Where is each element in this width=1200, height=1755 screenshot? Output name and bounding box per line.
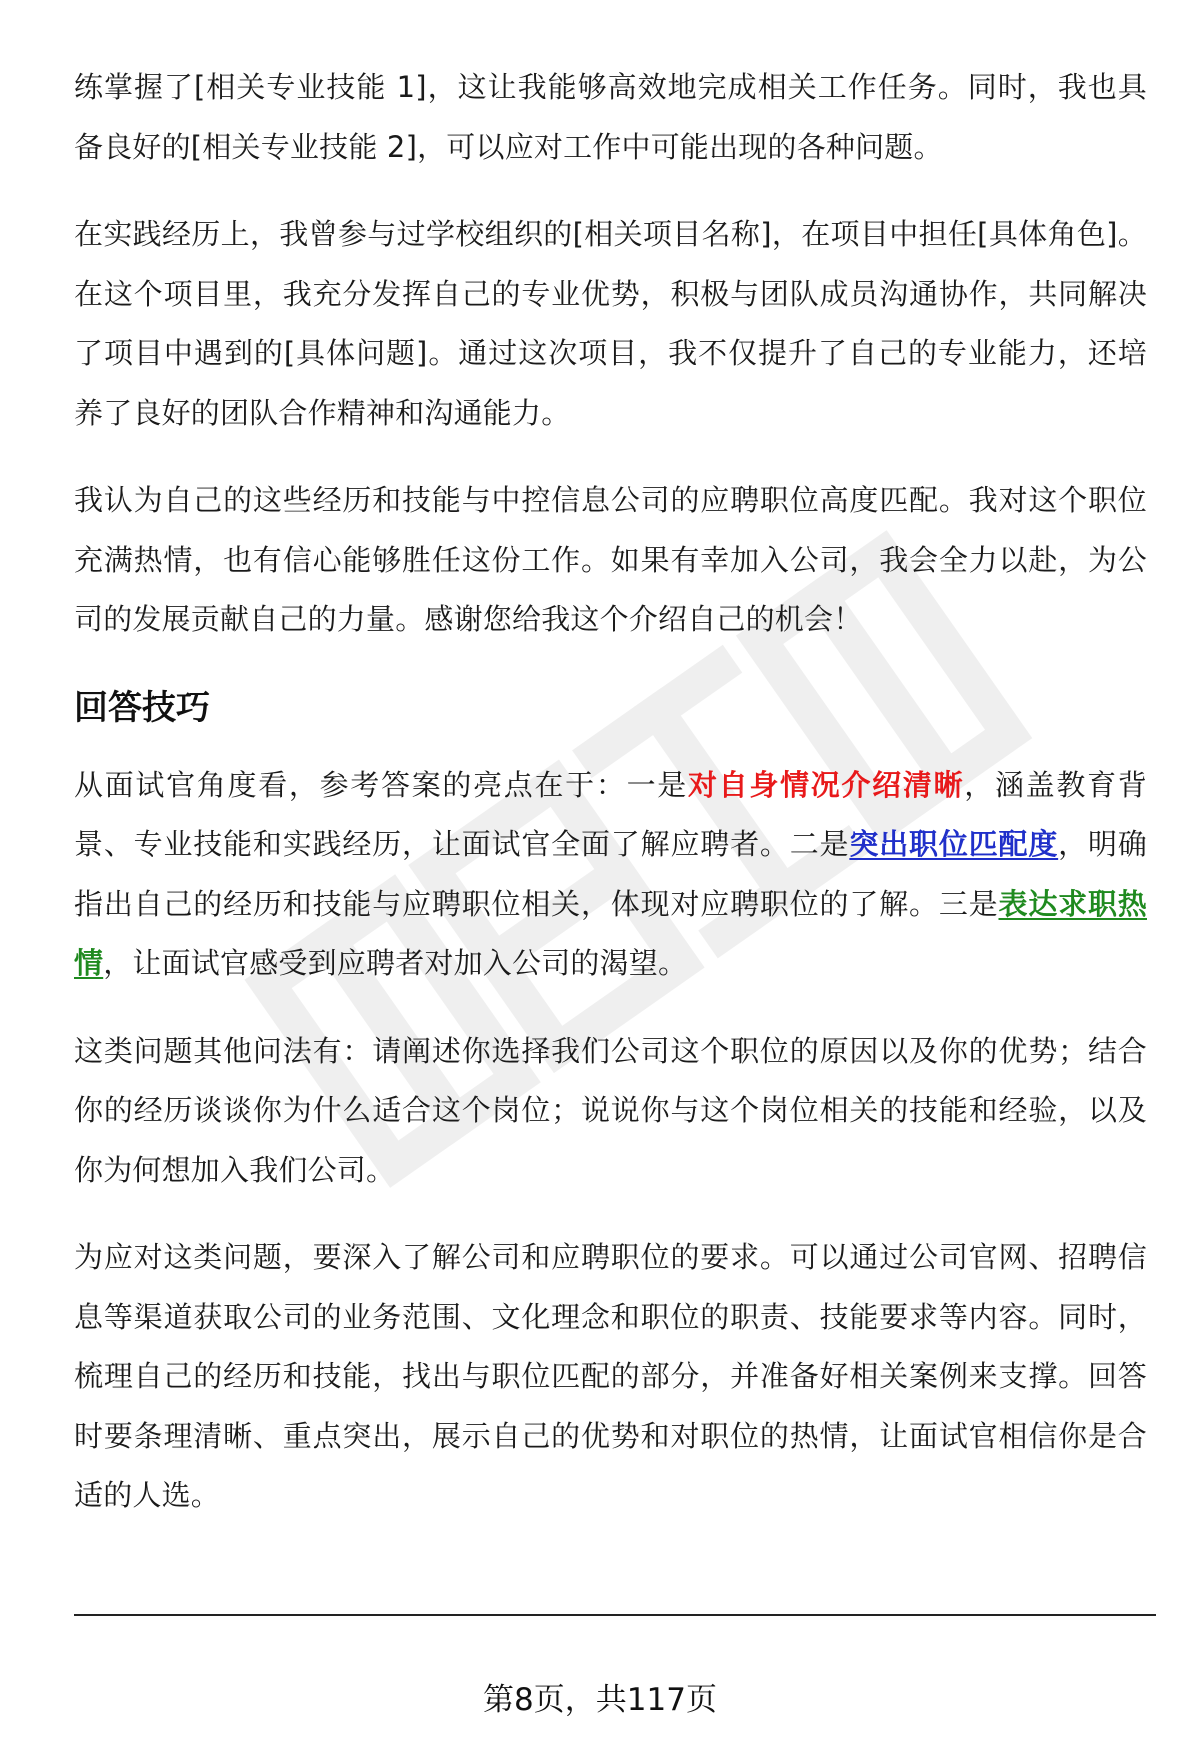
highlight-red: 对自身情况介绍清晰 <box>687 767 965 802</box>
tips-text-2: ，涵盖教育背景、专业技能和实践经历，让面试官全面了解应聘者。二是 <box>74 767 1147 861</box>
document-body <box>74 58 1147 1554</box>
page-number: 第8页，共117页 <box>483 1682 717 1718</box>
paragraph-practice: 在实践经历上，我曾参与过学校组织的[相关项目名称]，在项目中担任[具体角色]。在这个项目里，我充分发挥自己的专业优势，积极与团队成员沟通协作，共同解决了项目中遇到的[具体问题]。通过这次项目，我不仅提升了自己的专业能力，还培养了良好的团队合作精神和沟通能力。 <box>74 217 1147 430</box>
paragraph-match: 我认为自己的这些经历和技能与中控信息公司的应聘职位高度匹配。我对这个职位充满热情，也有信心能够胜任这份工作。如果有幸加入公司，我会全力以赴，为公司的发展贡献自己的力量。感谢您给我这个介绍自己的机会！ <box>74 483 1147 636</box>
paragraph-skills: 练掌握了[相关专业技能 1]，这让我能够高效地完成相关工作任务。同时，我也具备良好的[相关专业技能 2]，可以应对工作中可能出现的各种问题。 <box>74 70 1147 164</box>
highlight-green: 表达求职热情 <box>74 886 1147 980</box>
tips-text-1: 从面试官角度看，参考答案的亮点在于：一是 <box>74 767 688 802</box>
paragraph-other-questions: 这类问题其他问法有：请阐述你选择我们公司这个职位的原因以及你的优势；结合你的经历谈谈你为什么适合这个岗位；说说你与这个岗位相关的技能和经验，以及你为何想加入我们公司。 <box>74 1033 1147 1187</box>
tips-text-3: ，明确指出自己的经历和技能与应聘职位相关，体现对应聘职位的了解。三是 <box>74 827 1148 921</box>
tips-text-4: ，让面试官感受到应聘者对加入公司的渴望。 <box>103 946 688 980</box>
tips-heading: 回答技巧 <box>74 687 210 728</box>
paragraph-tips-highlights <box>74 756 1147 994</box>
paragraph-preparation: 为应对这类问题，要深入了解公司和应聘职位的要求。可以通过公司官网、招聘信息等渠道获取公司的业务范围、文化理念和职位的职责、技能要求等内容。同时，梳理自己的经历和技能，找出与职位匹配的部分，并准备好相关案例来支撑。回答时要条理清晰、重点突出，展示自己的优势和对职位的热情，让面试官相信你是合适的人选。 <box>74 1240 1147 1512</box>
footer-divider <box>74 1614 1156 1616</box>
highlight-blue: 突出职位匹配度 <box>849 827 1059 861</box>
